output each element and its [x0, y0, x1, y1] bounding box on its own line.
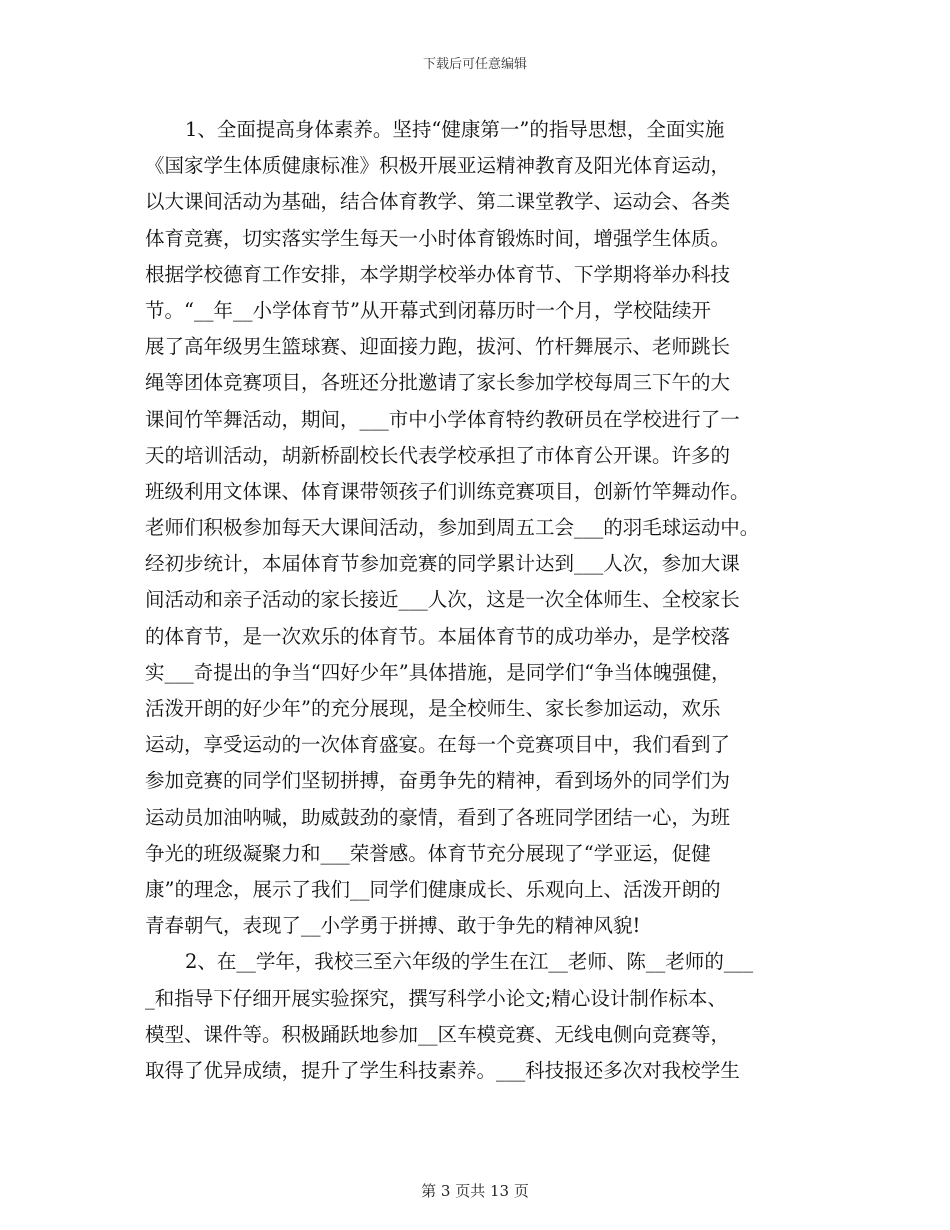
page-footer: 第 3 页共 13 页 — [421, 1182, 529, 1200]
document-body — [145, 112, 825, 1089]
text-line: 运动，享受运动的一次体育盛宴。在每一个竞赛项目中，我们看到了 — [145, 733, 731, 757]
text-line: 2、在__学年，我校三至六年级的学生在江__老师、陈__老师的___ — [185, 950, 754, 974]
text-line: 班级利用文体课、体育课带领孩子们训练竞赛项目，创新竹竿舞动作。 — [145, 479, 750, 503]
paragraph — [145, 112, 825, 944]
text-line: 以大课间活动为基础，结合体育教学、第二课堂教学、运动会、各类 — [145, 190, 731, 214]
text-line: 体育竞赛，切实落实学生每天一小时体育锻炼时间，增强学生体质。 — [145, 226, 731, 250]
text-line: 争光的班级凝聚力和___荣誉感。体育节充分展现了“学亚运，促健 — [145, 841, 711, 865]
text-line: 节。“__年__小学体育节”从开幕式到闭幕历时一个月，学校陆续开 — [145, 298, 711, 322]
text-line: 绳等团体竞赛项目，各班还分批邀请了家长参加学校每周三下午的大 — [145, 371, 731, 395]
text-line: 的体育节，是一次欢乐的体育节。本届体育节的成功举办，是学校落 — [145, 624, 731, 648]
text-line: 康”的理念，展示了我们__同学们健康成长、乐观向上、活泼开朗的 — [145, 877, 721, 901]
text-line: 参加竞赛的同学们坚韧拼搏，奋勇争先的精神，看到场外的同学们为 — [145, 769, 731, 793]
text-line: 取得了优异成绩，提升了学生科技素养。___科技报还多次对我校学生 — [145, 1058, 740, 1082]
page-header: 下载后可任意编辑 — [422, 57, 527, 72]
text-line: 展了高年级男生篮球赛、迎面接力跑，拔河、竹杆舞展示、老师跳长 — [145, 335, 731, 359]
text-line: 天的培训活动，胡新桥副校长代表学校承担了市体育公开课。许多的 — [145, 443, 731, 467]
text-line: 间活动和亲子活动的家长接近___人次，这是一次全体师生、全校家长 — [145, 588, 740, 612]
text-line: 1、全面提高身体素养。坚持“健康第一”的指导思想，全面实施 — [185, 118, 725, 141]
text-line: 老师们积极参加每天大课间活动，参加到周五工会___的羽毛球运动中。 — [145, 516, 760, 540]
text-line: 《国家学生体质健康标准》积极开展亚运精神教育及阳光体育运动， — [145, 154, 731, 178]
text-line: 运动员加油呐喊，助威鼓劲的豪情，看到了各班同学团结一心，为班 — [145, 805, 731, 829]
text-line: _和指导下仔细开展实验探究，撰写科学小论文;精心设计制作标本、 — [145, 986, 727, 1010]
text-line: 经初步统计，本届体育节参加竞赛的同学累计达到___人次，参加大课 — [145, 552, 740, 576]
text-line: 活泼开朗的好少年”的充分展现，是全校师生、家长参加运动，欢乐 — [145, 697, 721, 720]
text-line: 实___奇提出的争当“四好少年”具体措施，是同学们“争当体魄强健， — [145, 660, 731, 684]
text-line: 课间竹竿舞活动，期间，___市中小学体育特约教研员在学校进行了一 — [145, 407, 740, 431]
text-line: 模型、课件等。积极踊跃地参加__区车模竞赛、无线电侧向竞赛等， — [145, 1022, 731, 1046]
text-line: 根据学校德育工作安排，本学期学校举办体育节、下学期将举办科技 — [145, 262, 731, 286]
text-line: 青春朝气，表现了__小学勇于拼搏、敢于争先的精神风貌! — [145, 914, 641, 938]
paragraph — [145, 944, 825, 1089]
